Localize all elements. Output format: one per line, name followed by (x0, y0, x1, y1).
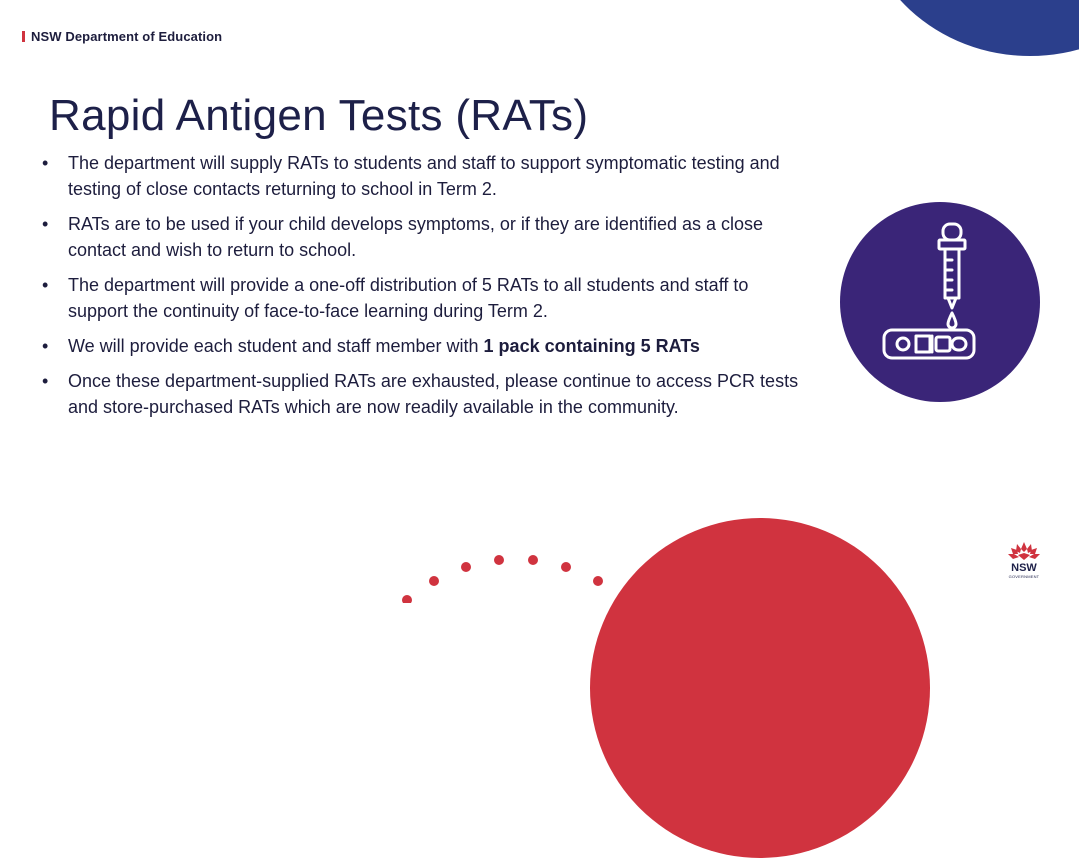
department-name: NSW Department of Education (31, 28, 223, 44)
dropper-and-test-cassette-icon (840, 202, 1040, 402)
bullet-marker: • (42, 275, 49, 295)
bullet-text: The department will supply RATs to students and staff to support symptomatic testing and testing of close contacts returning to school in Term 2. (68, 153, 780, 199)
bullet-text: Once these department-supplied RATs are exhausted, please continue to access PCR tests and store-purchased RATs which are now readily available in the community. (68, 371, 799, 417)
bullet-item (42, 272, 812, 324)
nsw-government-logo (1003, 540, 1045, 584)
bullet-text: The department will provide a one-off distribution of 5 RATs to all students and staff to support the continuity of face-to-face learning during Term 2. (68, 275, 749, 321)
bullet-item (42, 333, 812, 359)
bullet-item (42, 150, 812, 202)
accent-bar (22, 31, 25, 42)
bullet-marker: • (42, 153, 49, 173)
bullet-marker: • (42, 371, 49, 391)
bullet-text: We will provide each student and staff member with (68, 336, 484, 356)
bullet-bold-text: 1 pack containing 5 RATs (483, 336, 700, 356)
bullet-text: RATs are to be used if your child develops symptoms, or if they are identified as a close contact and wish to return to school. (68, 214, 764, 260)
bullet-item (42, 211, 812, 263)
waratah-icon (1005, 540, 1043, 562)
slide-title: Rapid Antigen Tests (RATs) (49, 91, 589, 141)
bullet-list (42, 150, 812, 429)
logo-subtext: GOVERNMENT (1008, 574, 1040, 579)
bullet-item (42, 368, 812, 420)
department-header (22, 28, 222, 44)
bullet-marker: • (42, 214, 49, 234)
logo-wordmark: NSW (1011, 562, 1037, 574)
bullet-marker: • (42, 336, 49, 356)
